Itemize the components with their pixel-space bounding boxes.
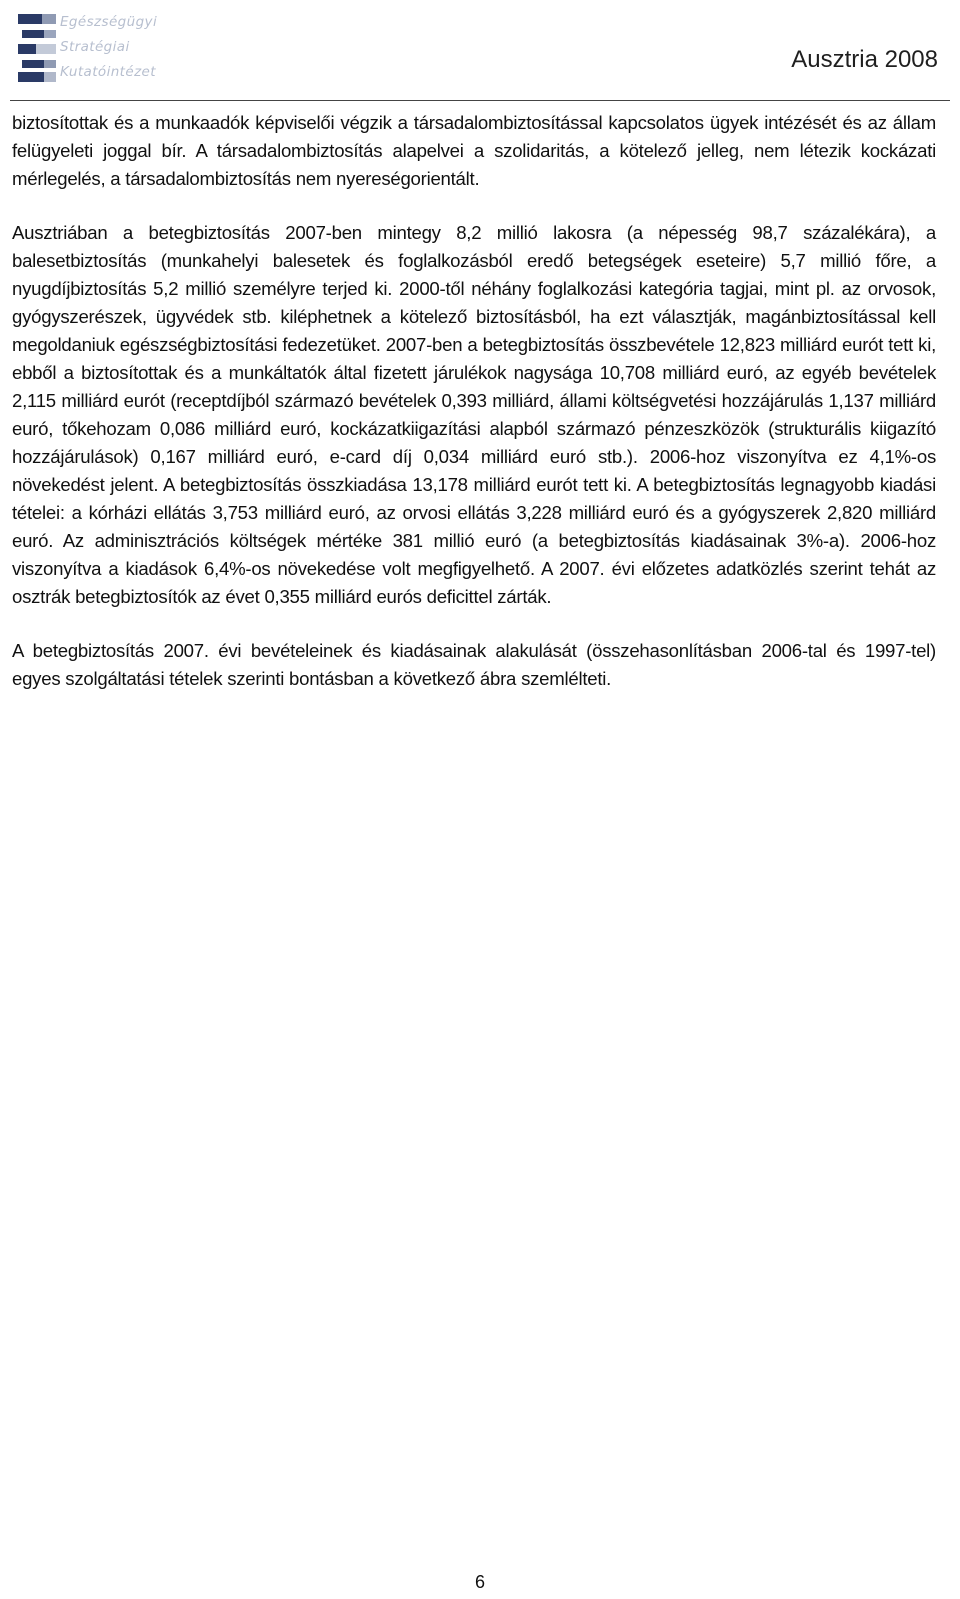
paragraph-1: biztosítottak és a munkaadók képviselői végzik a társadalombiztosítással kapcsolatos ügyek intézését és az állam felügyeleti joggal bír. A társadalombiztosítás alapelvei a szolidaritás, a kötelező jelleg, nem létezik kockázati mérlegelés, a társadalombiztosítás nem nyereségorientált. — [12, 112, 936, 189]
page-number: 6 — [474, 1572, 485, 1592]
document-body — [12, 109, 936, 693]
paragraph-2: Ausztriában a betegbiztosítás 2007-ben mintegy 8,2 millió lakosra (a népesség 98,7 százalékára), a balesetbiztosítás (munkahelyi balesetek és foglalkozásból eredő betegségek eseteire) 5,7 millió főre, a nyugdíjbiztosítás 5,2 millió személyre terjed ki. 2000-től néhány foglalkozási kategória tagjai, mint pl. az orvosok, gyógyszerészek, ügyvédek stb. kiléphetnek a kötelező biztosításból, ha ezt választják, magánbiztosítással kell megoldaniuk egészségbiztosítási fedezetüket. 2007-ben a betegbiztosítás összbevétele 12,823 milliárd eurót tett ki, ebből a biztosítottak és a munkáltatók által fizetett járulékok nagysága 10,708 milliárd euró, az egyéb bevételek 2,115 milliárd eurót (receptdíjból származó bevételek 0,393 milliárd, állami költségvetési hozzájárulás 1,137 milliárd euró, tőkehozam 0,086 milliárd euró, kockázatkiigazítási alapból származó pénzeszközök (strukturális kiigazító hozzájárulások) 0,167 milliárd euró, e-card díj 0,034 milliárd euró stb.). 2006-hoz viszonyítva ez 4,1%-os növekedést jelent. A betegbiztosítás összkiadása 13,178 milliárd eurót tett ki. A betegbiztosítás legnagyobb kiadási tételei: a kórházi ellátás 3,753 milliárd euró, az orvosi ellátás 3,228 milliárd euró és a gyógyszerek 2,820 milliárd euró. Az adminisztrációs költségek mértéke 381 millió euró (a betegbiztosítás kiadásainak 3%-a). 2006-hoz viszonyítva a kiadások 6,4%-os növekedése volt megfigyelhető. A 2007. évi előzetes adatközlés szerint tehát az osztrák betegbiztosítók az évet 0,355 milliárd eurós deficittel zárták. — [12, 222, 936, 607]
paragraph-3: A betegbiztosítás 2007. évi bevételeinek és kiadásainak alakulását (összehasonlításban 2006-tal és 1997-tel) egyes szolgáltatási tételek szerinti bontásban a következő ábra szemlélteti. — [12, 640, 936, 689]
institute-logo — [16, 8, 176, 88]
page-header — [0, 0, 960, 100]
logo-line-3: Kutatóintézet — [60, 64, 156, 80]
logo-line-2: Stratégiai — [60, 39, 130, 55]
header-title: Ausztria 2008 — [791, 46, 938, 73]
logo-line-1: Egészségügyi — [60, 14, 158, 30]
header-divider — [10, 100, 950, 101]
logo-emblem-icon — [16, 8, 60, 88]
